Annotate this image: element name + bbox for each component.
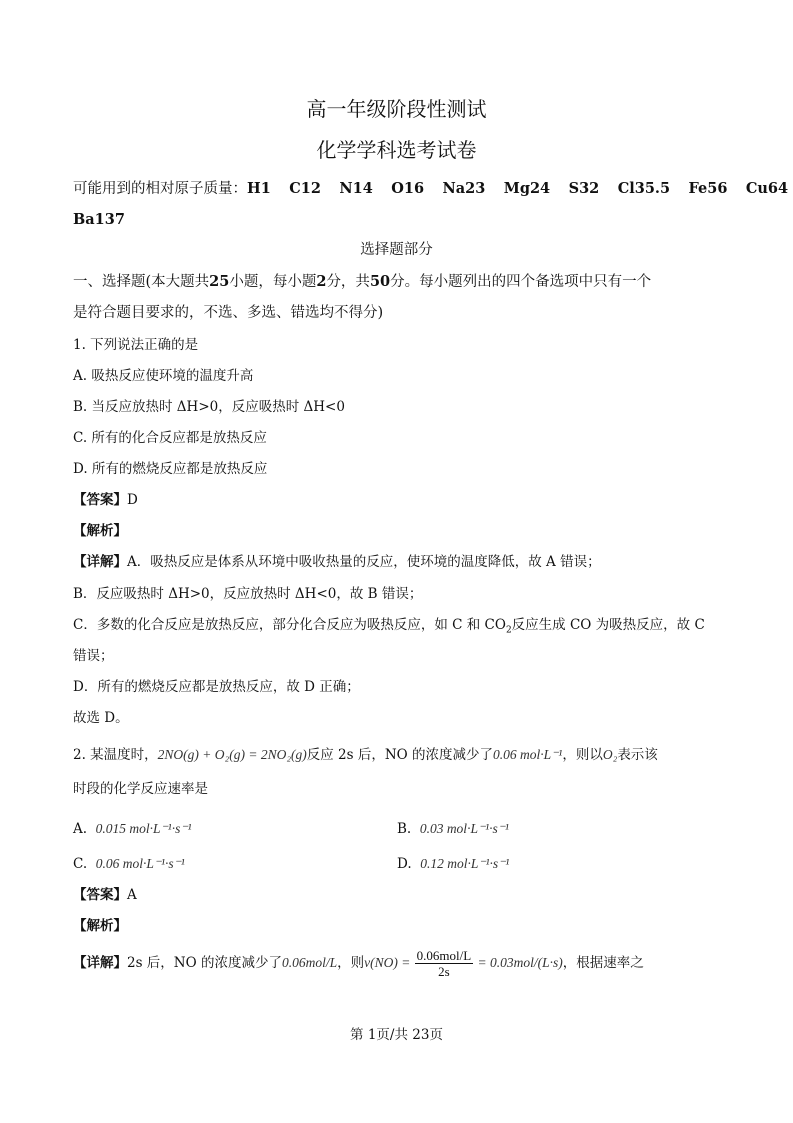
q2-option-c	[73, 855, 185, 873]
fraction-numerator: 0.06mol/L	[416, 948, 472, 963]
section-instructions	[73, 273, 651, 291]
total-points: 50	[369, 273, 391, 290]
exam-title: 高一年级阶段性测试	[306, 97, 487, 121]
q2-option-d	[397, 855, 509, 873]
detail-text-c: ，根据速率之	[562, 955, 644, 971]
q1-option-a: A. 吸热反应使环境的温度升高	[73, 368, 254, 384]
q2-stem-2: 时段的化学反应速率是	[73, 781, 208, 797]
option-label: A.	[73, 821, 88, 837]
answer-tag: 【答案】	[73, 492, 127, 508]
q1-detail-3	[73, 616, 705, 640]
q1-detail-4: D．所有的燃烧反应都是放热反应，故 D 正确；	[73, 679, 360, 695]
atomic-mass-line-2	[73, 211, 125, 229]
element-mg: Mg24	[503, 180, 551, 197]
option-label: B.	[397, 821, 412, 837]
q2-stem-b: 反应 2s 后，NO 的浓度减少了	[306, 747, 494, 763]
q2-answer	[73, 886, 137, 904]
q2-stem-d: 表示该	[617, 747, 658, 763]
q1-detail-2: B．反应吸热时 ΔH>0，反应放热时 ΔH<0，故 B 错误；	[73, 586, 423, 602]
fraction-denominator: 2s	[438, 964, 450, 979]
q1-stem: 1. 下列说法正确的是	[73, 337, 199, 353]
co2-subscript: 2	[505, 625, 512, 636]
concentration-change: 0.06mol/L	[281, 955, 338, 970]
instr-part-c: 分，共	[326, 274, 370, 290]
option-value: 0.06 mol·L⁻¹·s⁻¹	[95, 856, 185, 871]
element-cl: Cl35.5	[617, 180, 671, 197]
rate-symbol: v(NO) =	[364, 955, 411, 970]
element-h: H1	[247, 180, 271, 197]
page-footer: 第 1页/共 23页	[350, 1027, 443, 1043]
atomic-mass-line	[73, 180, 788, 198]
rate-fraction	[415, 948, 474, 979]
rate-result: = 0.03mol/(L·s)	[477, 955, 563, 970]
option-value: 0.015 mol·L⁻¹·s⁻¹	[95, 821, 192, 836]
q2-stem-c: ，则以	[562, 747, 603, 763]
element-n: N14	[339, 180, 373, 197]
answer-tag: 【答案】	[73, 887, 127, 903]
detail-text-b: ，则	[337, 955, 365, 971]
analysis-tag: 【解析】	[73, 918, 127, 934]
option-value: 0.03 mol·L⁻¹·s⁻¹	[419, 821, 509, 836]
answer-value: A	[127, 887, 137, 903]
question-points: 2	[316, 273, 327, 290]
q1-conclusion: 故选 D。	[73, 710, 129, 726]
q2-stem-a: 2. 某温度时，	[73, 747, 158, 763]
q1-analysis-tag	[73, 522, 127, 540]
analysis-tag: 【解析】	[73, 523, 127, 539]
section-heading: 选择题部分	[360, 242, 433, 258]
detail-3-a: C．多数的化合反应是放热反应，部分化合反应为吸热反应，如 C 和 CO	[73, 617, 506, 633]
q1-answer	[73, 491, 138, 509]
option-label: C.	[73, 856, 88, 872]
detail-tag: 【详解】	[73, 955, 127, 971]
q2-stem	[73, 746, 658, 764]
q2-option-a	[73, 820, 192, 838]
q1-option-d: D. 所有的燃烧反应都是放热反应	[73, 461, 268, 477]
q2-detail-1	[73, 948, 644, 979]
answer-value: D	[127, 492, 138, 508]
detail-tag: 【详解】	[73, 554, 127, 570]
q1-detail-3-cont: 错误；	[73, 648, 114, 664]
exam-subtitle: 化学学科选考试卷	[316, 138, 477, 162]
element-fe: Fe56	[688, 180, 728, 197]
question-count: 25	[209, 273, 230, 290]
instr-part-a: 一、选择题(本大题共	[73, 274, 210, 290]
o2-formula: O₂	[602, 747, 618, 762]
element-ba: Ba137	[73, 211, 125, 228]
instr-part-b: 小题，每小题	[229, 274, 317, 290]
option-value: 0.12 mol·L⁻¹·s⁻¹	[420, 856, 510, 871]
detail-text-a: 2s 后，NO 的浓度减少了	[127, 955, 282, 971]
detail-text: A．吸热反应是体系从环境中吸收热量的反应，使环境的温度降低，故 A 错误；	[127, 554, 601, 570]
element-s: S32	[568, 180, 600, 197]
element-cu: Cu64	[745, 180, 789, 197]
q1-detail-1	[73, 553, 601, 571]
detail-3-b: 反应生成 CO 为吸热反应，故 C	[511, 617, 705, 633]
element-na: Na23	[442, 180, 486, 197]
element-c: C12	[289, 180, 321, 197]
atomic-mass-label: 可能用到的相对原子质量：	[73, 181, 247, 197]
q1-option-c: C. 所有的化合反应都是放热反应	[73, 430, 267, 446]
reaction-equation: 2NO(g) + O₂(g) = 2NO₂(g)	[157, 747, 307, 762]
q2-analysis-tag	[73, 917, 127, 935]
concentration-value: 0.06 mol·L⁻¹	[493, 747, 563, 762]
section-instructions-2: 是符合题目要求的，不选、多选、错选均不得分)	[73, 305, 384, 321]
q2-option-b	[397, 820, 509, 838]
option-label: D.	[397, 856, 412, 872]
q1-option-b: B. 当反应放热时 ΔH>0，反应吸热时 ΔH<0	[73, 399, 345, 415]
instr-part-d: 分。每小题列出的四个备选项中只有一个	[390, 274, 652, 290]
element-o: O16	[391, 180, 425, 197]
